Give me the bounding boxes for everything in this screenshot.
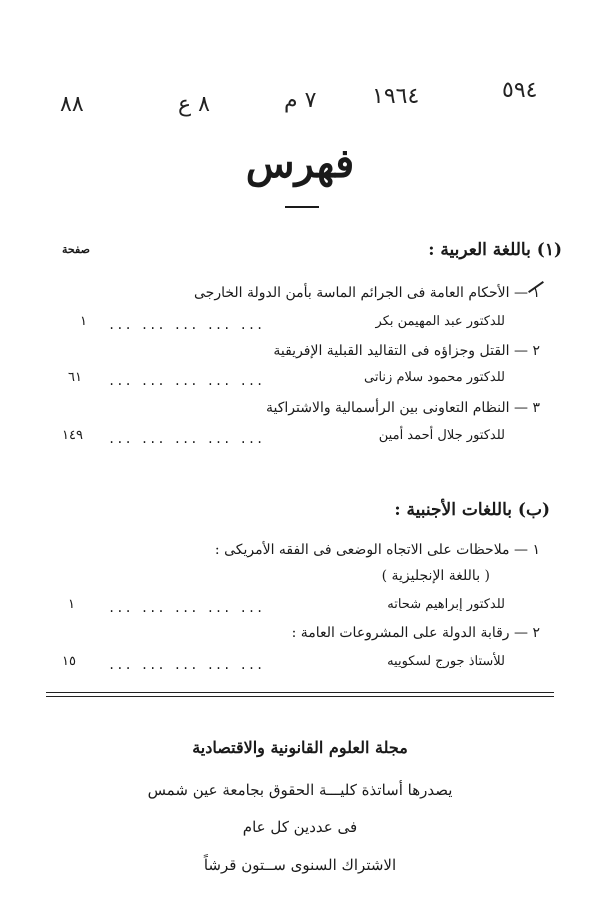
toc-item-title <box>266 400 540 416</box>
toc-item-author: للدكتور محمود سلام زناتى <box>364 370 505 385</box>
toc-leader-dots: ... ... ... ... ... <box>108 374 265 388</box>
toc-item-author: للدكتور جلال أحمد أمين <box>378 428 505 443</box>
handwritten-note-mid1: ٨ ع <box>178 92 210 117</box>
toc-item-text: رقابة الدولة على المشروعات العامة : <box>291 625 510 641</box>
handwritten-note-year: ١٩٦٤ <box>372 84 420 109</box>
page-column-label: صفحة <box>62 243 90 256</box>
section-arabic-heading: (١) باللغة العربية : <box>428 240 562 260</box>
toc-item-text: النظام التعاونى بين الرأسمالية والاشتراكية <box>266 400 510 416</box>
page-title: فهرس <box>245 140 355 187</box>
toc-item-author: للأستاذ جورج لسكوييه <box>387 654 505 669</box>
toc-item-number: ٣ — <box>514 400 540 416</box>
toc-item-page: ٦١ <box>68 370 82 385</box>
toc-item-subtitle: ( باللغة الإنجليزية ) <box>381 568 490 584</box>
toc-item-title <box>273 343 540 359</box>
journal-frequency: فى عددين كل عام <box>242 818 358 836</box>
title-divider <box>285 206 319 208</box>
toc-item-title <box>215 542 540 558</box>
toc-item-page: ١ <box>80 314 87 329</box>
toc-item-number: ١ — <box>514 285 540 301</box>
footer-divider <box>46 692 554 697</box>
toc-item-page: ١٤٩ <box>62 428 83 443</box>
section-foreign-heading: (ب) باللغات الأجنبية : <box>394 500 550 520</box>
toc-item-title <box>194 285 540 301</box>
toc-item-author: للدكتور عبد المهيمن بكر <box>375 314 505 329</box>
toc-leader-dots: ... ... ... ... ... <box>108 658 265 672</box>
toc-item-author: للدكتور إبراهيم شحاته <box>387 597 505 612</box>
handwritten-note-left: ٨٨ <box>60 92 84 117</box>
toc-leader-dots: ... ... ... ... ... <box>108 432 265 446</box>
handwritten-note-right: ٥٩٤ <box>502 78 538 103</box>
toc-leader-dots: ... ... ... ... ... <box>108 601 265 615</box>
toc-item-page: ١٥ <box>62 654 76 669</box>
toc-item-page: ١ <box>68 597 75 612</box>
journal-subscription: الاشتراك السنوى ســتون قرشاً <box>203 856 397 874</box>
toc-item-text: الأحكام العامة فى الجرائم الماسة بأمن الدولة الخارجى <box>194 285 510 301</box>
toc-item-text: القتل وجزاؤه فى التقاليد القبلية الإفريقية <box>273 343 510 359</box>
toc-item-text: ملاحظات على الاتجاه الوضعى فى الفقه الأمريكى : <box>214 542 510 558</box>
toc-item-title <box>292 625 540 641</box>
journal-publisher: يصدرها أساتذة كليـــة الحقوق بجامعة عين شمس <box>147 781 453 799</box>
toc-item-number: ٢ — <box>514 625 540 641</box>
toc-item-number: ٢ — <box>514 343 540 359</box>
journal-name: مجلة العلوم القانونية والاقتصادية <box>192 738 408 757</box>
toc-item-number: ١ — <box>514 542 540 558</box>
handwritten-note-mid2: ٧ م <box>284 88 317 113</box>
toc-leader-dots: ... ... ... ... ... <box>108 318 265 332</box>
